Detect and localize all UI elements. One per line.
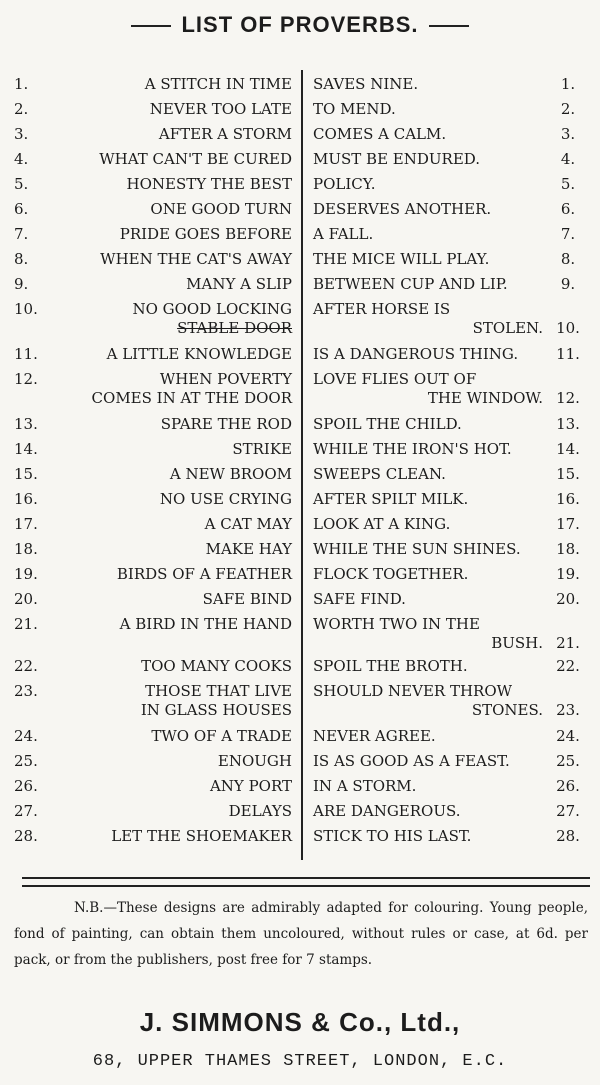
proverb-second-half-line: NEVER AGREE. [313,727,436,745]
proverb-second-half [313,657,543,676]
proverb-second-half [313,465,543,484]
proverb-number-left: 8. [14,250,29,268]
proverb-first-half [44,370,292,408]
proverb-second-half-line: SAFE FIND. [313,590,406,608]
proverb-row [0,222,600,247]
proverb-first-half [44,777,292,796]
proverb-number-right: 20. [556,590,580,608]
proverb-second-half [313,827,543,846]
proverb-number-left: 14. [14,440,38,458]
proverb-number-right: 21. [556,634,580,652]
proverb-row [0,487,600,512]
proverb-second-half [313,590,543,609]
proverb-second-half [313,515,543,534]
proverb-second-half [313,75,543,94]
proverb-row [0,654,600,679]
proverb-first-half-line: MAKE HAY [205,540,292,558]
title-dash-left [131,25,171,27]
proverb-number-right: 23. [556,701,580,719]
title-text: LIST OF PROVERBS. [181,12,419,37]
proverb-row [0,462,600,487]
proverb-first-half [44,540,292,559]
proverb-number-right: 11. [556,345,580,363]
proverb-second-half-line: BETWEEN CUP AND LIP. [313,275,508,293]
proverb-second-half-line: FLOCK TOGETHER. [313,565,469,583]
proverb-number-right: 5. [560,175,576,193]
proverb-second-half-line: THE MICE WILL PLAY. [313,250,490,268]
proverb-second-half [313,615,543,653]
proverb-first-half-line: ANY PORT [209,777,292,795]
proverb-row [0,172,600,197]
proverb-number-left: 21. [14,615,38,633]
proverb-row [0,824,600,849]
proverb-first-half-line: LET THE SHOEMAKER [111,827,292,845]
proverb-first-half [44,345,292,364]
proverb-second-half [313,125,543,144]
proverb-row [0,437,600,462]
proverb-first-half-line: HONESTY THE BEST [126,175,292,193]
proverb-second-half [313,150,543,169]
proverb-number-left: 3. [14,125,29,143]
proverb-number-right: 4. [560,150,576,168]
proverb-number-right: 7. [560,225,576,243]
proverb-first-half-line: NO GOOD LOCKING [132,300,292,318]
proverb-second-half-line-2: BUSH. [491,634,543,652]
publisher-address: 68, UPPER THAMES STREET, LONDON, E.C. [92,1052,508,1071]
proverb-row [0,122,600,147]
proverb-first-half-line: WHEN POVERTY [159,370,292,388]
proverb-number-right: 22. [556,657,580,675]
proverb-number-left: 24. [14,727,38,745]
proverb-number-left: 17. [14,515,38,533]
proverb-first-half [44,415,292,434]
proverb-second-half-line: DESERVES ANOTHER. [313,200,492,218]
proverb-first-half [44,100,292,119]
proverb-row [0,342,600,367]
proverb-first-half-line-2: IN GLASS HOUSES [140,701,292,719]
proverb-first-half-line: WHAT CAN'T BE CURED [99,150,292,168]
proverb-number-left: 20. [14,590,38,608]
proverb-second-half-line: LOVE FLIES OUT OF [313,370,477,388]
proverb-number-left: 25. [14,752,38,770]
proverb-second-half [313,727,543,746]
proverb-second-half-line: WHILE THE IRON'S HOT. [313,440,512,458]
proverb-second-half [313,275,543,294]
proverb-number-left: 11. [14,345,38,363]
proverb-row [0,197,600,222]
proverb-first-half-line-2: COMES IN AT THE DOOR [91,389,292,407]
proverb-first-half [44,75,292,94]
proverb-second-half-line: STICK TO HIS LAST. [313,827,472,845]
proverb-number-right: 9. [560,275,576,293]
proverb-second-half-line: A FALL. [313,225,374,243]
proverb-number-right: 10. [556,319,580,337]
proverb-number-right: 25. [556,752,580,770]
proverb-first-half [44,150,292,169]
proverb-second-half [313,225,543,244]
proverb-number-right: 1. [560,75,576,93]
proverb-number-right: 18. [556,540,580,558]
proverb-first-half-line: A BIRD IN THE HAND [119,615,292,633]
proverb-first-half [44,802,292,821]
proverb-second-half-line: SAVES NINE. [313,75,419,93]
proverb-row [0,724,600,749]
proverb-number-left: 6. [14,200,29,218]
proverb-second-half [313,250,543,269]
proverb-first-half [44,615,292,634]
proverb-number-left: 26. [14,777,38,795]
note-paragraph: N.B.—These designs are admirably adapted for colouring. Young people, fond of painting, can obtain them uncoloured, without rules or case, at 6d. per pack, or from the publishers, post free for 7 stamps. [14,900,588,968]
proverb-number-left: 27. [14,802,38,820]
proverb-second-half [313,100,543,119]
proverb-first-half-line: NO USE CRYING [159,490,292,508]
proverb-first-half-line: TOO MANY COOKS [141,657,292,675]
proverb-first-half [44,827,292,846]
proverb-second-half-line: SWEEPS CLEAN. [313,465,446,483]
proverb-first-half [44,440,292,459]
publisher-name: J. SIMMONS & Co., Ltd., [139,1007,461,1037]
proverb-row [0,749,600,774]
proverb-second-half [313,440,543,459]
proverb-number-right: 16. [556,490,580,508]
proverb-first-half-line: A LITTLE KNOWLEDGE [106,345,292,363]
proverb-second-half [313,540,543,559]
proverb-number-left: 19. [14,565,38,583]
proverb-first-half [44,727,292,746]
proverb-second-half [313,300,543,338]
proverb-number-left: 12. [14,370,38,388]
proverb-row [0,247,600,272]
proverb-second-half-line: IS A DANGEROUS THING. [313,345,519,363]
proverb-second-half-line: POLICY. [313,175,376,193]
proverb-number-left: 2. [14,100,29,118]
proverb-row [0,587,600,612]
proverb-first-half-line-2: STABLE DOOR [177,319,292,337]
proverb-number-left: 28. [14,827,38,845]
proverb-first-half [44,752,292,771]
proverb-second-half-line: TO MEND. [313,100,396,118]
proverb-first-half [44,490,292,509]
proverb-number-left: 5. [14,175,29,193]
proverb-first-half [44,225,292,244]
proverb-number-right: 12. [556,389,580,407]
proverb-first-half [44,275,292,294]
proverb-first-half-line: SPARE THE ROD [160,415,292,433]
proverb-second-half [313,777,543,796]
proverb-second-half-line: WHILE THE SUN SHINES. [313,540,521,558]
proverb-second-half-line: SHOULD NEVER THROW [313,682,513,700]
proverb-number-left: 9. [14,275,29,293]
proverb-first-half-line: A CAT MAY [204,515,292,533]
proverb-first-half-line: THOSE THAT LIVE [145,682,292,700]
proverb-first-half-line: WHEN THE CAT'S AWAY [100,250,292,268]
proverb-number-left: 23. [14,682,38,700]
proverb-number-right: 6. [560,200,576,218]
proverb-second-half [313,802,543,821]
proverb-first-half [44,515,292,534]
proverb-first-half-line: MANY A SLIP [186,275,292,293]
title-dash-right [429,25,469,27]
proverb-second-half-line-2: STONES. [471,701,543,719]
proverb-first-half [44,682,292,720]
proverb-second-half-line: AFTER SPILT MILK. [313,490,469,508]
proverb-second-half [313,370,543,408]
proverb-row [0,412,600,437]
proverb-row [0,272,600,297]
proverb-first-half-line: TWO OF A TRADE [151,727,292,745]
proverb-first-half [44,657,292,676]
proverb-row [0,612,600,654]
proverb-first-half-line: NEVER TOO LATE [149,100,292,118]
proverb-second-half-line: IN A STORM. [313,777,417,795]
proverb-number-left: 15. [14,465,38,483]
proverb-first-half-line: AFTER A STORM [158,125,292,143]
proverb-number-left: 4. [14,150,29,168]
proverb-number-left: 1. [14,75,29,93]
proverb-first-half-line: A STITCH IN TIME [144,75,292,93]
proverb-number-right: 13. [556,415,580,433]
proverb-first-half-line: STRIKE [232,440,292,458]
proverb-row [0,799,600,824]
proverb-number-right: 28. [556,827,580,845]
proverb-row [0,147,600,172]
proverb-first-half [44,565,292,584]
proverb-first-half-line: BIRDS OF A FEATHER [116,565,292,583]
proverb-second-half [313,752,543,771]
proverb-second-half-line: AFTER HORSE IS [313,300,451,318]
proverb-row [0,774,600,799]
proverb-number-right: 14. [556,440,580,458]
proverb-row [0,562,600,587]
proverb-second-half [313,565,543,584]
double-rule [22,877,590,887]
proverb-first-half-line: A NEW BROOM [169,465,292,483]
proverb-first-half-line: ONE GOOD TURN [150,200,292,218]
proverb-row [0,72,600,97]
proverb-row [0,367,600,412]
proverb-number-right: 8. [560,250,576,268]
proverb-first-half-line: ENOUGH [217,752,292,770]
proverb-first-half [44,465,292,484]
proverb-row [0,512,600,537]
proverb-second-half-line-2: STOLEN. [472,319,543,337]
proverb-number-left: 7. [14,225,29,243]
proverb-number-right: 24. [556,727,580,745]
proverb-list [0,72,600,849]
proverb-number-left: 13. [14,415,38,433]
proverb-second-half-line: WORTH TWO IN THE [313,615,480,633]
proverb-first-half [44,175,292,194]
proverb-number-left: 10. [14,300,38,318]
proverb-number-left: 22. [14,657,38,675]
proverb-second-half-line: ARE DANGEROUS. [313,802,461,820]
proverb-second-half-line: IS AS GOOD AS A FEAST. [313,752,510,770]
proverb-second-half [313,200,543,219]
proverb-first-half-line: PRIDE GOES BEFORE [119,225,292,243]
proverb-number-right: 15. [556,465,580,483]
proverb-first-half [44,250,292,269]
proverb-first-half [44,125,292,144]
proverb-row [0,297,600,342]
proverb-first-half [44,590,292,609]
proverb-second-half-line: LOOK AT A KING. [313,515,451,533]
proverb-number-right: 27. [556,802,580,820]
proverb-second-half [313,682,543,720]
proverb-number-right: 3. [560,125,576,143]
proverb-first-half-line: SAFE BIND [202,590,292,608]
proverb-row [0,97,600,122]
proverb-number-right: 19. [556,565,580,583]
proverb-number-right: 2. [560,100,576,118]
proverb-number-left: 16. [14,490,38,508]
proverb-first-half [44,200,292,219]
proverb-second-half-line: MUST BE ENDURED. [313,150,481,168]
proverb-second-half [313,345,543,364]
proverb-row [0,679,600,724]
proverb-number-right: 17. [556,515,580,533]
proverb-second-half [313,175,543,194]
proverb-second-half-line: SPOIL THE BROTH. [313,657,468,675]
proverb-row [0,537,600,562]
proverb-second-half-line: COMES A CALM. [313,125,447,143]
proverb-second-half [313,490,543,509]
page-title [0,12,600,38]
proverb-second-half [313,415,543,434]
proverb-second-half-line-2: THE WINDOW. [427,389,543,407]
proverb-second-half-line: SPOIL THE CHILD. [313,415,462,433]
proverb-first-half-line: DELAYS [228,802,292,820]
proverb-number-left: 18. [14,540,38,558]
proverb-first-half [44,300,292,338]
proverb-number-right: 26. [556,777,580,795]
